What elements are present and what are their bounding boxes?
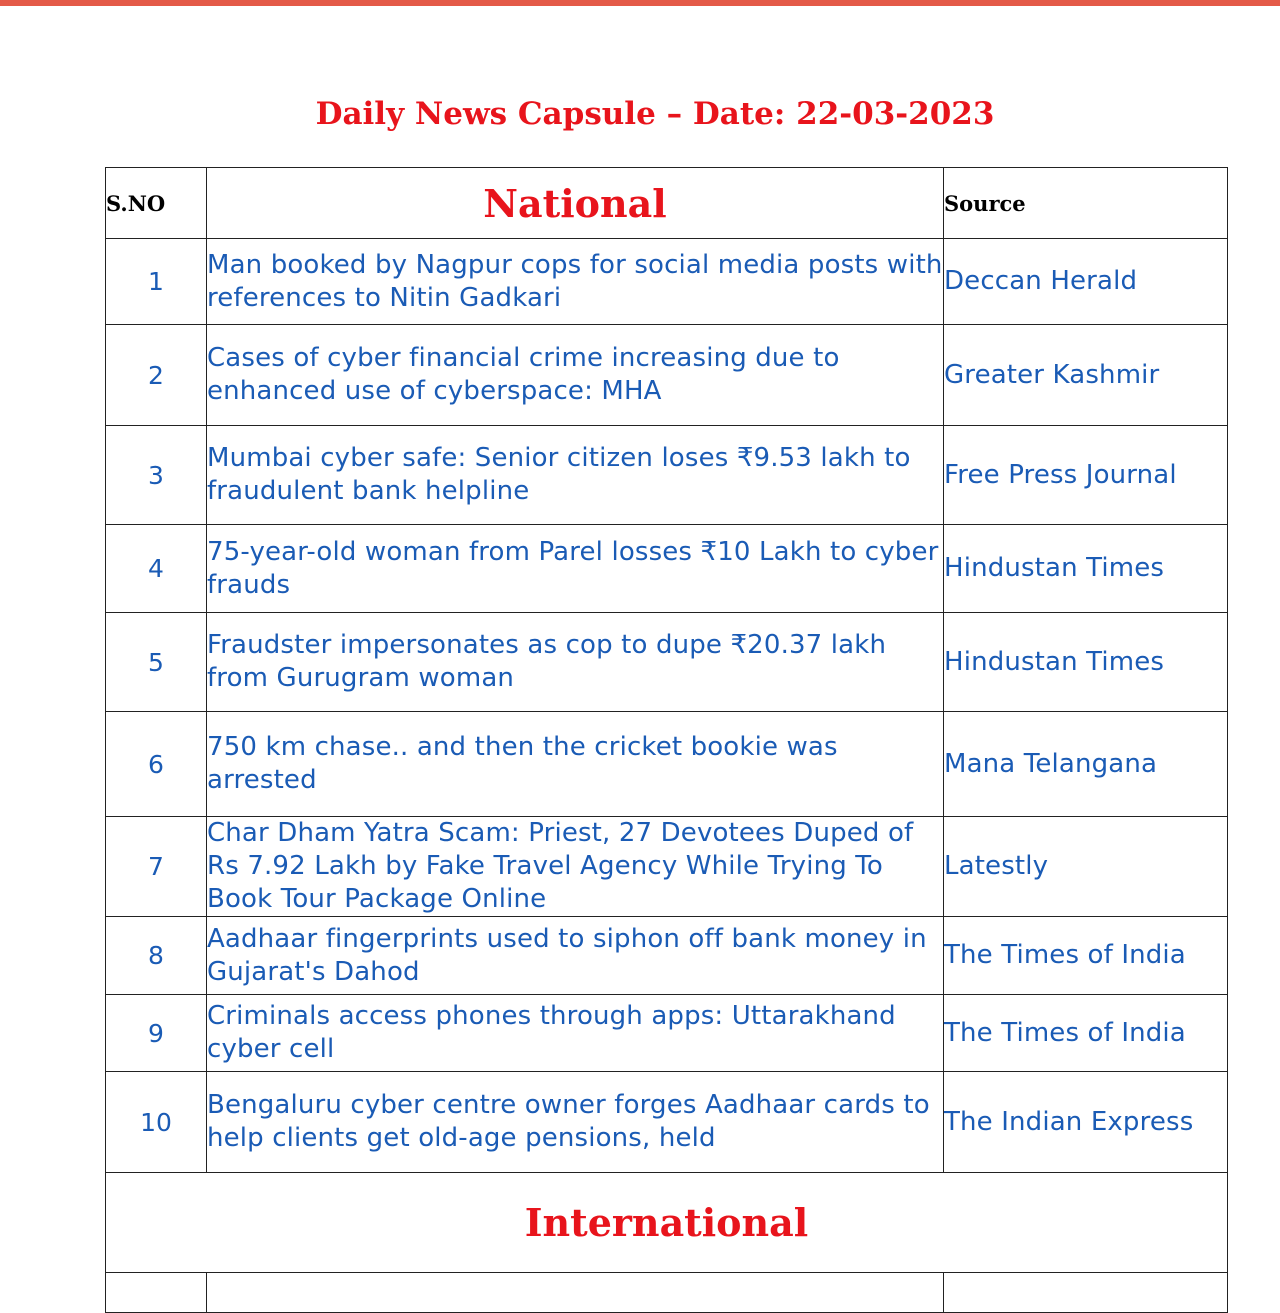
table-row — [106, 1072, 1228, 1173]
news-table — [105, 167, 1228, 1313]
empty-cell — [106, 1273, 207, 1313]
source-header: Source — [944, 168, 1228, 239]
row-number: 10 — [106, 1072, 207, 1173]
news-headline: 750 km chase.. and then the cricket bookie was arrested — [207, 712, 944, 817]
page-title: Daily News Capsule – Date: 22-03-2023 — [315, 96, 995, 132]
news-headline: Mumbai cyber safe: Senior citizen loses ₹9.53 lakh to fraudulent bank helpline — [207, 426, 944, 525]
table-row-partial — [106, 1273, 1228, 1313]
row-number: 7 — [106, 817, 207, 917]
table-row — [106, 917, 1228, 995]
news-source: The Indian Express — [944, 1072, 1228, 1173]
international-section-row — [106, 1173, 1228, 1273]
news-headline: Bengaluru cyber centre owner forges Aadhaar cards to help clients get old-age pensions, held — [207, 1072, 944, 1173]
news-headline: Man booked by Nagpur cops for social media posts with references to Nitin Gadkari — [207, 239, 944, 325]
table-row — [106, 525, 1228, 613]
news-source: The Times of India — [944, 995, 1228, 1072]
news-headline: Char Dham Yatra Scam: Priest, 27 Devotees Duped of Rs 7.92 Lakh by Fake Travel Agency While Trying To Book Tour Package Online — [207, 817, 944, 917]
table-row — [106, 239, 1228, 325]
row-number: 8 — [106, 917, 207, 995]
news-source: Deccan Herald — [944, 239, 1228, 325]
news-headline: 75-year-old woman from Parel losses ₹10 Lakh to cyber frauds — [207, 525, 944, 613]
news-source: Free Press Journal — [944, 426, 1228, 525]
news-headline: Aadhaar fingerprints used to siphon off bank money in Gujarat's Dahod — [207, 917, 944, 995]
news-source: Hindustan Times — [944, 613, 1228, 712]
news-source: The Times of India — [944, 917, 1228, 995]
news-headline: Criminals access phones through apps: Uttarakhand cyber cell — [207, 995, 944, 1072]
international-section-header: International — [106, 1173, 1228, 1273]
row-number: 5 — [106, 613, 207, 712]
table-header-row — [106, 168, 1228, 239]
news-headline: Cases of cyber financial crime increasing due to enhanced use of cyberspace: MHA — [207, 325, 944, 426]
national-section-header: National — [207, 168, 944, 239]
table-row — [106, 995, 1228, 1072]
table-row — [106, 426, 1228, 525]
news-source: Hindustan Times — [944, 525, 1228, 613]
table-row — [106, 712, 1228, 817]
empty-cell — [944, 1273, 1228, 1313]
sno-header: S.NO — [106, 168, 207, 239]
news-headline: Fraudster impersonates as cop to dupe ₹20.37 lakh from Gurugram woman — [207, 613, 944, 712]
row-number: 2 — [106, 325, 207, 426]
row-number: 1 — [106, 239, 207, 325]
row-number: 9 — [106, 995, 207, 1072]
news-source: Latestly — [944, 817, 1228, 917]
news-source: Greater Kashmir — [944, 325, 1228, 426]
news-source: Mana Telangana — [944, 712, 1228, 817]
row-number: 3 — [106, 426, 207, 525]
empty-cell — [207, 1273, 944, 1313]
table-row — [106, 613, 1228, 712]
row-number: 6 — [106, 712, 207, 817]
row-number: 4 — [106, 525, 207, 613]
table-row — [106, 325, 1228, 426]
table-row — [106, 817, 1228, 917]
top-accent-bar — [0, 0, 1280, 6]
